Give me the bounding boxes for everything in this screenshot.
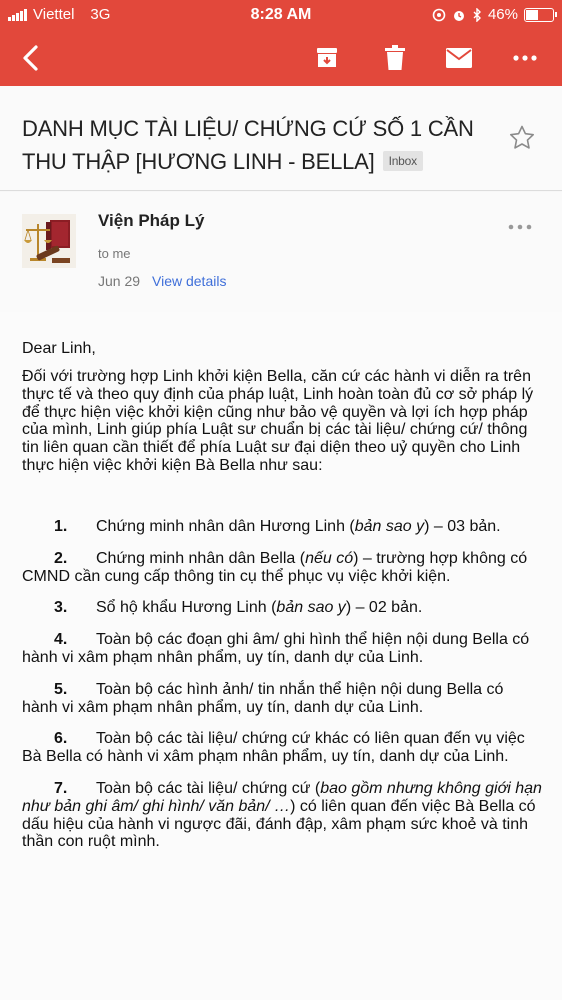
list-item-text: Toàn bộ các đoạn ghi âm/ ghi hình thể hiện nội dung Bella có hành vi xâm phạm nhân phẩm, uy tín, danh dự của Linh. — [22, 631, 530, 666]
list-item-italic: bao gồm nhưng không giới hạn như bản ghi âm/ ghi hình/ văn bản/ … — [22, 779, 542, 815]
list-item-text: Chứng minh nhân dân Bella ( — [96, 549, 306, 567]
battery-fill — [526, 10, 538, 20]
list-item-italic: bản sao y — [354, 518, 425, 535]
trash-icon — [384, 45, 406, 71]
list-item — [22, 780, 542, 851]
list-item-text: Toàn bộ các tài liệu/ chứng cứ khác có liên quan đến vụ việc Bà Bella có hành vi xâm phạm nhân phẩm, uy tín, danh dự của Linh. — [22, 730, 525, 766]
delete-button[interactable] — [370, 30, 420, 86]
mail-icon — [445, 47, 473, 69]
sender-header — [0, 192, 562, 312]
list-item — [22, 631, 542, 667]
list-item-text: ) – 02 bản. — [345, 599, 423, 617]
star-icon — [508, 124, 536, 152]
message-more-button[interactable] — [508, 218, 532, 236]
back-button[interactable] — [6, 30, 56, 86]
more-horizontal-icon — [513, 54, 537, 62]
list-item-number: 2. — [54, 549, 68, 567]
greeting: Dear Linh, — [22, 340, 96, 357]
list-item-text: ) – 03 bản. — [424, 518, 501, 535]
list-item — [22, 730, 542, 766]
list-item-text: Toàn bộ các tài liệu/ chứng cứ ( — [96, 779, 321, 797]
list-item-text: Sổ hộ khẩu Hương Linh ( — [96, 599, 277, 617]
scales-of-justice-logo — [22, 214, 76, 268]
intro-paragraph: Đối với trường hợp Linh khởi kiện Bella, căn cứ các hành vi diễn ra trên thực tế và theo quy định của pháp luật, Linh hoàn toàn đủ cơ sở pháp lý để thực hiện việc khởi kiện cũng như bảo vệ quyền và lợi ích hợp pháp của mình, Linh giúp phía Luật sư chuẩn bị các tài liệu/ chứng cứ/ thông tin liên quan cần thiết để phía Luật sư đại diện theo uỷ quyền cho Linh thực hiện việc khởi kiện Bà Bella như sau: — [22, 368, 534, 474]
archive-button[interactable] — [302, 30, 352, 86]
battery-percent: 46% — [487, 6, 518, 23]
list-item-number: 3. — [54, 599, 68, 617]
subject-header — [0, 86, 562, 191]
network-type: 3G — [90, 6, 111, 23]
list-item — [22, 550, 542, 586]
location-icon — [432, 8, 446, 22]
list-item-italic: bản sao y — [276, 599, 346, 617]
mark-unread-button[interactable] — [434, 30, 484, 86]
sender-avatar[interactable] — [22, 214, 76, 268]
list-item — [22, 599, 542, 617]
list-item-number: 6. — [54, 730, 68, 748]
alarm-icon — [452, 8, 466, 22]
carrier-name: Viettel — [33, 6, 75, 23]
list-item-text: ) – trường hợp không có CMND cần cung cấp thông tin cụ thể phục vụ việc khởi kiện. — [22, 549, 528, 585]
email-toolbar — [0, 30, 562, 86]
view-details-link[interactable]: View details — [152, 273, 227, 289]
status-right — [432, 6, 554, 23]
recipient: to me — [98, 246, 131, 261]
document-list — [22, 518, 542, 865]
list-item-number: 5. — [54, 680, 68, 698]
inbox-label[interactable]: Inbox — [383, 151, 423, 171]
sender-name[interactable]: Viện Pháp Lý — [98, 211, 205, 230]
list-item-italic: nếu có — [305, 549, 354, 567]
list-item — [22, 681, 542, 717]
list-item-number: 1. — [54, 518, 68, 535]
email-subject — [22, 112, 492, 178]
star-button[interactable] — [508, 124, 536, 157]
sent-date: Jun 29 — [98, 273, 141, 289]
bluetooth-icon — [472, 8, 482, 22]
list-item-text: Toàn bộ các hình ảnh/ tin nhắn thể hiện nội dung Bella có hành vi xâm phạm nhân phẩm, uy tín, danh dự của Linh. — [22, 680, 504, 716]
battery-icon — [524, 8, 554, 22]
list-item-text: ) có liên quan đến việc Bà Bella có dấu hiệu của hành vi ngược đãi, đánh đập, xâm phạm sức khoẻ và tinh thần con ruột mình. — [22, 797, 536, 851]
subject-text: DANH MỤC TÀI LIỆU/ CHỨNG CỨ SỐ 1 CẦN THU THẬP [HƯƠNG LINH - BELLA] — [22, 116, 474, 174]
list-item — [22, 518, 542, 536]
status-bar — [0, 0, 562, 30]
clock: 8:28 AM — [250, 6, 312, 23]
back-arrow-icon — [21, 44, 41, 72]
more-options-button[interactable] — [500, 30, 550, 86]
archive-icon — [315, 46, 339, 70]
more-horizontal-icon — [508, 223, 532, 231]
list-item-text: Chứng minh nhân dân Hương Linh ( — [96, 518, 355, 535]
list-item-number: 4. — [54, 631, 68, 649]
list-item-number: 7. — [54, 779, 68, 797]
